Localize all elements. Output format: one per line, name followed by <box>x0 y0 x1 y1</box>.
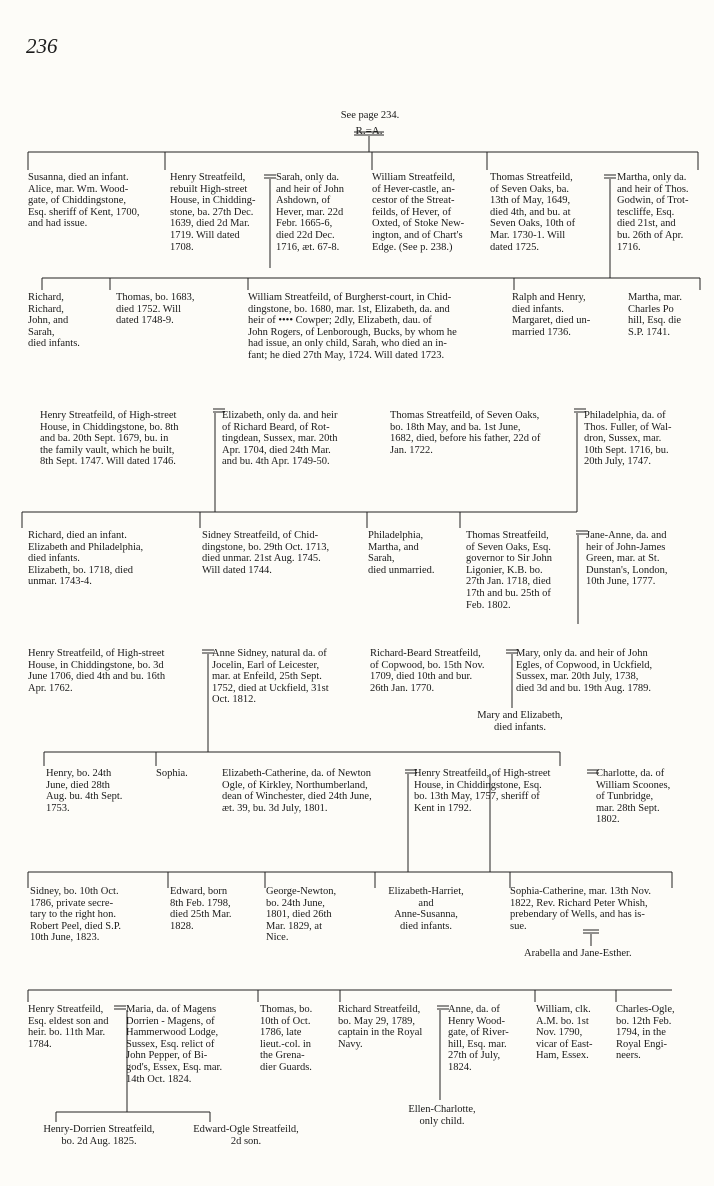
gen7-arabella-jane-esther: Arabella and Jane-Esther. <box>524 948 632 959</box>
gen7-edward: Edward, born 8th Feb. 1798, died 25th Mar. 1828. <box>170 886 232 932</box>
gen7-george-newton: George-Newton, bo. 24th June, 1801, died 26th Mar. 1829, at Nice. <box>266 886 337 944</box>
gen4-thomas-streatfeild: Thomas Streatfeild, of Seven Oaks, Esq. governor to Sir John Ligonier, K.B. bo. 27th Jan. 1718, died 17th and bu. 25th of Feb. 1802. <box>466 530 553 611</box>
gen8-anne-woodgate: Anne, da. of Henry Wood- gate, of River- hill, Esq. mar. 27th of July, 1824. <box>448 1004 509 1073</box>
gen4-richard-elizabeth: Richard, died an infant. Elizabeth and Philadelphia, died infants. Elizabeth, bo. 1718, died unmar. 1743-4. <box>28 530 144 588</box>
gen2-ralph-henry-margaret: Ralph and Henry, died infants. Margaret, died un- married 1736. <box>512 292 591 338</box>
gen2-william-burgherst: William Streatfeild, of Burgherst-court, in Chid- dingstone, bo. 1680, mar. 1st, Elizabeth, da. and heir of •••• Cowper; 2dly, Elizabeth, dau. of John Rogers, of Lenborough, Bucks, by whom he had issue, an only child, Sarah, who died an in- fant; he died 27th May, 1724. Will dated 1723. <box>248 292 457 361</box>
gen1-susanna-alice: Susanna, died an infant. Alice, mar. Wm. Wood- gate, of Chiddingstone, Esq. sheriff of Kent, 1700, and had issue. <box>28 172 140 230</box>
gen6-sophia: Sophia. <box>156 768 188 779</box>
gen4-jane-anne-green: Jane-Anne, da. and heir of John-James Green, mar. at St. Dunstan's, London, 10th June, 1777. <box>586 530 668 588</box>
page-number: 236 <box>26 34 58 58</box>
gen9-henry-dorrien: Henry-Dorrien Streatfeild, bo. 2d Aug. 1825. <box>43 1124 155 1147</box>
gen2-thomas: Thomas, bo. 1683, died 1752. Will dated 1748-9. <box>116 292 195 327</box>
gen8-william: William, clk. A.M. bo. 1st Nov. 1790, vicar of East- Ham, Essex. <box>536 1004 593 1062</box>
gen5-henry-streatfeild: Henry Streatfeild, of High-street House, in Chiddingstone, bo. 3d June 1706, died 4th and bu. 16th Apr. 1762. <box>28 648 166 694</box>
gen3-elizabeth-beard: Elizabeth, only da. and heir of Richard Beard, of Rot- tingdean, Sussex, mar. 20th Apr. 1704, died 24th Mar. and bu. 4th Apr. 1749-50. <box>222 410 338 468</box>
gen7-sophia-catherine: Sophia-Catherine, mar. 13th Nov. 1822, Rev. Richard Peter Whish, prebendary of Wells, and has is- sue. <box>510 886 652 932</box>
gen8-henry-streatfeild: Henry Streatfeild, Esq. eldest son and heir. bo. 11th Mar. 1784. <box>28 1004 109 1050</box>
gen5-mary-elizabeth: Mary and Elizabeth, died infants. <box>477 710 563 733</box>
gen6-henry-streatfeild: Henry Streatfeild, of High-street House, in Chiddingstone, Esq. bo. 13th May, 1757, sheriff of Kent in 1792. <box>414 768 551 814</box>
gen8-ellen-charlotte: Ellen-Charlotte, only child. <box>408 1104 476 1127</box>
gen9-edward-ogle: Edward-Ogle Streatfeild, 2d son. <box>193 1124 299 1147</box>
gen1-sarah-ashdown: Sarah, only da. and heir of John Ashdown, of Hever, mar. 22d Febr. 1665-6, died 22d Dec. 1716, æt. 67-8. <box>276 172 344 253</box>
gen3-henry-streatfeild: Henry Streatfeild, of High-street House, in Chiddingstone, bo. 8th and ba. 20th Sept. 1679, bu. in the family vault, which he built, 8th Sept. 1747. Will dated 1746. <box>40 410 179 468</box>
gen5-richard-beard-streatfeild: Richard-Beard Streatfeild, of Copwood, bo. 15th Nov. 1709, died 10th and bur. 26th Jan. 1770. <box>370 648 485 694</box>
parents-initials: R.=A. <box>355 125 383 137</box>
gen8-maria-dorrien-magens: Maria, da. of Magens Dorrien - Magens, of Hammerwood Lodge, Sussex, Esq. relict of John Pepper, of Bi- god's, Essex, Esq. mar. 14th Oct. 1824. <box>126 1004 223 1085</box>
gen8-thomas: Thomas, bo. 10th of Oct. 1786, late lieut.-col. in the Grena- dier Guards. <box>260 1004 313 1073</box>
gen7-sidney: Sidney, bo. 10th Oct. 1786, private secre- tary to the right hon. Robert Peel, died S.P. 10th June, 1823. <box>30 886 121 944</box>
gen1-martha-godwin: Martha, only da. and heir of Thos. Godwin, of Trot- tescliffe, Esq. died 21st, and bu. 26th of Apr. 1716. <box>617 172 689 253</box>
gen1-thomas-streatfeild: Thomas Streatfeild, of Seven Oaks, ba. 13th of May, 1649, died 4th, and bu. at Seven Oaks, 10th of Mar. 1730-1. Will dated 1725. <box>490 172 576 253</box>
gen8-charles-ogle: Charles-Ogle, bo. 12th Feb. 1794, in the Royal Engi- neers. <box>616 1004 675 1062</box>
gen2-martha: Martha, mar. Charles Po hill, Esq. die S.P. 1741. <box>628 292 682 338</box>
see-page-note: See page 234. <box>340 110 400 121</box>
gen3-thomas-streatfeild: Thomas Streatfeild, of Seven Oaks, bo. 18th May, and ba. 1st June, 1682, died, before his father, 22d of Jan. 1722. <box>390 410 541 456</box>
gen6-henry: Henry, bo. 24th June, died 28th Aug. bu. 4th Sept. 1753. <box>46 768 123 814</box>
gen7-elizabeth-anne: Elizabeth-Harriet, and Anne-Susanna, died infants. <box>388 886 464 932</box>
gen4-sidney-streatfeild: Sidney Streatfeild, of Chid- dingstone, bo. 29th Oct. 1713, died unmar. 21st Aug. 1745. Will dated 1744. <box>202 530 330 576</box>
gen3-philadelphia-fuller: Philadelphia, da. of Thos. Fuller, of Wal- dron, Sussex, mar. 10th Sept. 1716, bu. 20th July, 1747. <box>584 410 672 468</box>
gen5-mary-egles: Mary, only da. and heir of John Egles, of Copwood, in Uckfield, Sussex, mar. 20th July, 1738, died 3d and bu. 19th Aug. 1789. <box>516 648 653 694</box>
gen4-philadelphia-martha-sarah: Philadelphia, Martha, and Sarah, died unmarried. <box>368 530 435 576</box>
gen1-william-streatfeild: William Streatfeild, of Hever-castle, an- cestor of the Streat- feilds, of Hever, of Oxted, of Stoke New- ington, and of Chart's Edge. (See p. 238.) <box>372 172 465 253</box>
gen6-elizabeth-catherine-ogle: Elizabeth-Catherine, da. of Newton Ogle, of Kirkley, Northumberland, dean of Winchester, died 24th June, æt. 39, bu. 3d July, 1801. <box>222 768 372 814</box>
gen6-charlotte-scoones: Charlotte, da. of William Scoones, of Tunbridge, mar. 28th Sept. 1802. <box>596 768 671 826</box>
gen2-infants: Richard, Richard, John, and Sarah, died infants. <box>28 292 80 350</box>
gen5-anne-sidney: Anne Sidney, natural da. of Jocelin, Earl of Leicester, mar. at Enfeild, 25th Sept. 1752, died at Uckfield, 31st Oct. 1812. <box>212 648 329 706</box>
gen8-richard-streatfeild: Richard Streatfeild, bo. May 29, 1789, captain in the Royal Navy. <box>338 1004 423 1050</box>
gen1-henry-streatfeild: Henry Streatfeild, rebuilt High-street House, in Chidding- stone, ba. 27th Dec. 1639, died 2d Mar. 1719. Will dated 1708. <box>170 172 256 253</box>
